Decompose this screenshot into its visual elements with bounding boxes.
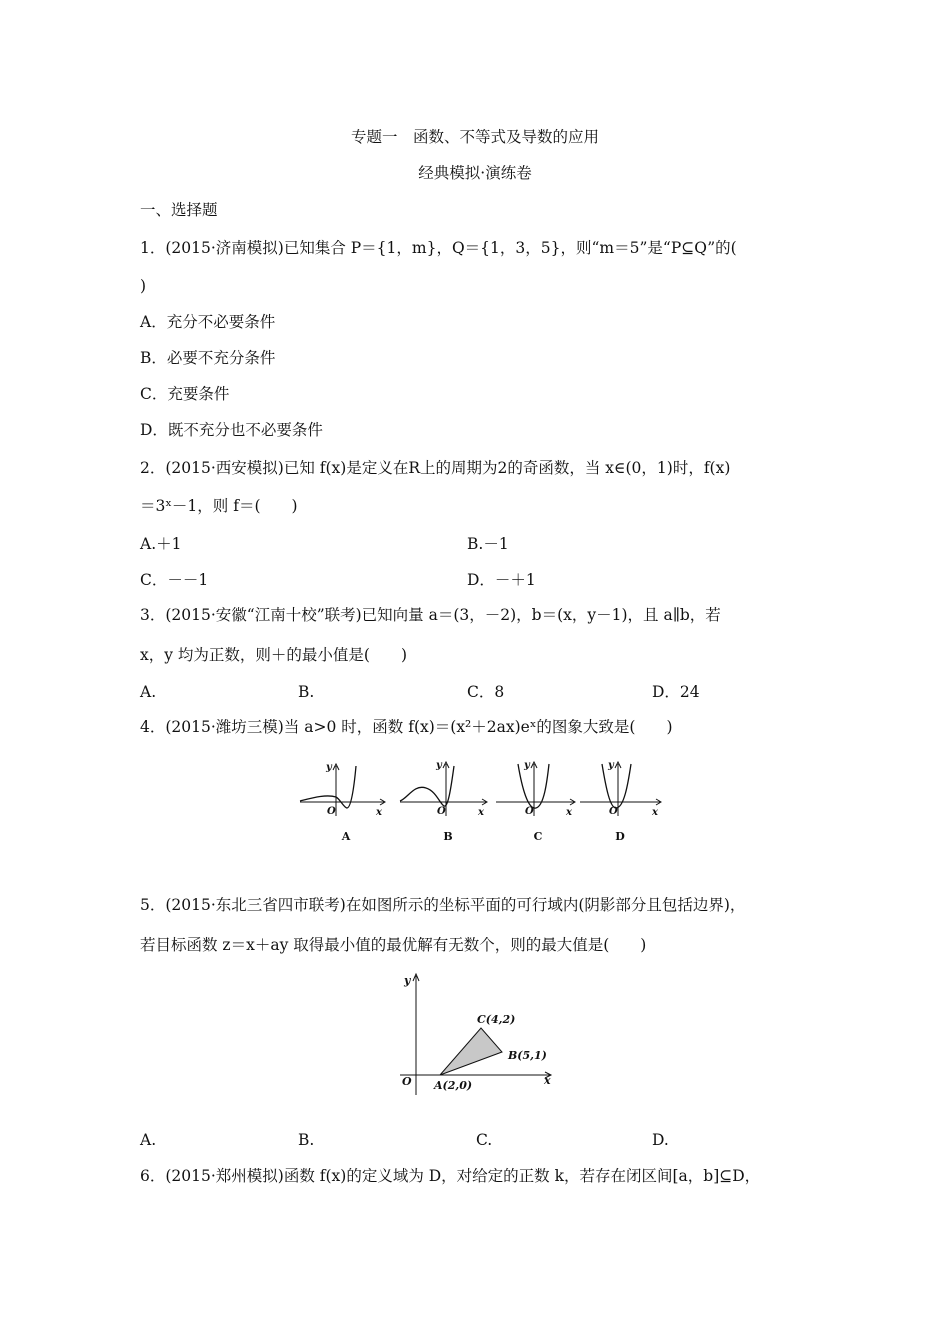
page-title: 专题一 函数、不等式及导数的应用 <box>350 128 599 146</box>
option-d: D．24 <box>652 683 700 701</box>
graph-label-a: A <box>341 830 351 843</box>
option-d: D. <box>652 1131 669 1149</box>
graph-c <box>496 762 575 816</box>
graph-label-c: C <box>533 830 543 843</box>
shaded-region <box>440 1028 502 1075</box>
origin-label: O <box>609 806 618 817</box>
axis-x-label: x <box>652 807 658 818</box>
graph-label-d: D <box>615 830 625 843</box>
question-text: ) <box>140 277 147 295</box>
option-b: B. <box>298 683 315 701</box>
question-text: 5．(2015·东北三省四市联考)在如图所示的坐标平面的可行域内(阴影部分且包括边界)， <box>140 896 746 914</box>
option-b: B. <box>298 1131 315 1149</box>
origin-label: O <box>525 806 534 817</box>
option-b: B．必要不充分条件 <box>140 349 276 367</box>
origin-label: O <box>437 806 446 817</box>
option-c: C．充要条件 <box>140 385 230 403</box>
question-text: ＝3ˣ－1，则 f＝( ) <box>140 497 298 515</box>
option-c: C. <box>476 1131 493 1149</box>
axis-x-label: x <box>544 1074 551 1087</box>
point-a-label: A(2,0) <box>434 1079 473 1092</box>
origin-label: O <box>402 1075 412 1088</box>
option-a: A. <box>140 1131 157 1149</box>
question-text: x，y 均为正数，则＋的最小值是( ) <box>140 646 408 664</box>
question-text: 2．(2015·西安模拟)已知 f(x)是定义在R上的周期为2的奇函数，当 x∈(0，1)时，f(x) <box>140 459 731 477</box>
option-c: C．8 <box>467 683 505 701</box>
axis-x-label: x <box>566 807 572 818</box>
option-d: D．既不充分也不必要条件 <box>140 421 323 439</box>
question-text: 4．(2015·潍坊三模)当 a>0 时，函数 f(x)＝(x²＋2ax)eˣ的图象大致是( ) <box>140 718 673 736</box>
axis-x-label: x <box>478 807 484 818</box>
point-b-label: B(5,1) <box>508 1049 547 1062</box>
point-c-label: C(4,2) <box>477 1013 516 1026</box>
page-subtitle: 经典模拟·演练卷 <box>418 164 532 182</box>
origin-label: O <box>327 806 336 817</box>
axis-y-label: y <box>436 760 442 771</box>
option-d: D．－＋1 <box>467 571 536 589</box>
graph-d <box>580 762 661 816</box>
axis-y-label: y <box>404 974 411 987</box>
section-heading: 一、选择题 <box>140 201 218 219</box>
question-text: 3．(2015·安徽“江南十校”联考)已知向量 a＝(3，－2)，b＝(x，y－1)，且 a∥b，若 <box>140 606 721 624</box>
option-c: C．－－1 <box>140 571 209 589</box>
option-a: A．充分不必要条件 <box>140 313 276 331</box>
axis-y-label: y <box>326 762 332 773</box>
feasible-region-figure <box>398 970 558 1100</box>
graph-label-b: B <box>443 830 453 843</box>
axis-y-label: y <box>524 760 530 771</box>
graph-options-figure <box>296 758 666 848</box>
question-text: 1．(2015·济南模拟)已知集合 P＝{1，m}，Q＝{1，3，5}，则“m＝5”是“P⊆Q”的( <box>140 239 737 257</box>
axis-x-label: x <box>376 807 382 818</box>
question-text: 6．(2015·郑州模拟)函数 f(x)的定义域为 D，对给定的正数 k，若存在闭区间[a，b]⊆D， <box>140 1167 761 1185</box>
option-a: A.＋1 <box>140 535 182 553</box>
option-a: A. <box>140 683 157 701</box>
question-text: 若目标函数 z＝x＋ay 取得最小值的最优解有无数个，则的最大值是( ) <box>140 936 647 954</box>
axis-y-label: y <box>608 760 614 771</box>
graph-a <box>300 764 385 816</box>
option-b: B.－1 <box>467 535 509 553</box>
